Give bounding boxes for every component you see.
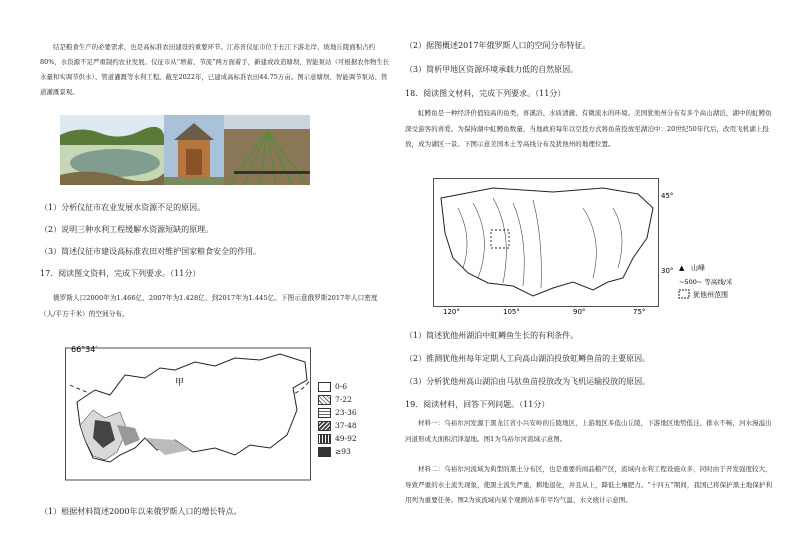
legend-label-0-6: 0-6 — [335, 382, 348, 391]
pond-photo — [60, 115, 164, 185]
q18-sub3: （3）分析犹他州高山湖泊由马驮鱼苗投放改为飞机运输投放的原因。 — [405, 377, 651, 386]
legend-swatch-49-92 — [318, 434, 331, 444]
legend-label-93-plus: ≥93 — [335, 447, 351, 456]
map-latitude-label: 66°34′ — [71, 345, 98, 354]
legend-swatch-93-plus — [318, 447, 331, 457]
lon-75-label: 75° — [633, 308, 646, 314]
legend-utah-label: 犹他州范围 — [693, 291, 728, 299]
lon-120-label: 120° — [443, 308, 460, 314]
legend-label-49-92: 49-92 — [335, 434, 357, 443]
q18-heading: 18．阅读图文材料，完成下列要求。（11分） — [405, 89, 566, 98]
q18-sub1: （1）简述犹他州湖泊中虹鳟鱼生长的有利条件。 — [405, 331, 579, 340]
q17-sub1: （1）根据材料简述2000年以来俄罗斯人口的增长特点。 — [40, 507, 242, 516]
q18-sub2: （2）推测犹他州每年定期人工向高山湖泊投放虹鳟鱼苗的主要原因。 — [405, 354, 651, 363]
q16-sub1: （1）分析仪征市农业发展水资源不足的原因。 — [40, 203, 206, 212]
utah-legend-swatch — [679, 290, 689, 298]
legend-swatch-23-36 — [318, 408, 331, 418]
legend-label-7-22: 7-22 — [335, 395, 352, 404]
pipe-irrigation-photo — [224, 115, 310, 185]
lat-45-label: 45° — [661, 192, 674, 200]
legend-swatch-7-22 — [318, 395, 331, 405]
q17-heading: 17．阅读图文资料，完成下列要求。（11分） — [40, 269, 201, 278]
lon-105-label: 105° — [503, 308, 520, 314]
peak-icon: ▲ — [679, 264, 685, 272]
population-density-legend — [318, 380, 357, 458]
legend-swatch-37-48 — [318, 421, 331, 431]
legend-swatch-0-6 — [318, 382, 331, 392]
right-column — [405, 0, 775, 560]
q17-paragraph: 俄罗斯人口2000年为1.466亿，2007年为1.428亿，到2017年为1.445亿。下图示意俄罗斯2017年人口密度（人/平方千米）的空间分布。 — [40, 294, 378, 318]
map-point-jia: 甲 — [175, 378, 185, 388]
q19-material1: 材料一：乌裕尔河发源于黑龙江省小兴安岭的丘陵地区，上游地区多低山丘陵，下游地区地势低洼，排水不畅，河水漫溢出河道形成大面积沼泽湿地。图1为乌裕尔河流域示意图。 — [405, 419, 772, 443]
q16-sub2: （2）说明三种水利工程缓解水资源短缺的原理。 — [40, 225, 214, 234]
legend-peak-label: 山峰 — [691, 264, 705, 272]
legend-label-23-36: 23-36 — [335, 408, 357, 417]
lon-90-label: 90° — [573, 308, 586, 314]
q16-sub3: （3）简述仪征市建设高标准农田对维护国家粮食安全的作用。 — [40, 247, 262, 256]
q17-sub2: （2）据图概述2017年俄罗斯人口的空间分布特征。 — [405, 41, 591, 50]
lat-30-label: 30° — [661, 267, 674, 275]
q19-heading: 19．阅读材料，回答下列问题。（11分） — [405, 400, 550, 409]
us-contour-map — [433, 178, 763, 314]
q17-sub3: （3）简析甲地区资源环境承载力低的自然原因。 — [405, 65, 579, 74]
legend-label-37-48: 37-48 — [335, 421, 357, 430]
intro-paragraph: 结是粮食生产的必要需求，也是高标准农田建设的重要环节。江苏省仪征市位于长江下游北岸，坡地丘陵面积占约80%，水资源不足严重制约农业发展。仪征市从“增蓄、节流”两方面着手，新建或改造塘坝、智能泵站（可根据农作物生长水量和实调节供水）、管道灌溉等水利工程。截至2022年，已建成高标准农田44.75万亩。图示意塘坝、智能调节泵站、管道灌溉景观。 — [40, 43, 390, 96]
legend-contour-label: ~500~ 等高线/米 — [679, 278, 733, 286]
q18-paragraph: 虹鳟鱼是一种经济价值较高的鱼类，喜溪浴、水质清澈、有微流水的环境。美国犹他州分布有多个高山湖泊，湖中的虹鳟鱼深受游客的喜爱。为保持湖中虹鳟鱼数量，当地政府每年以空投方式将鱼苗投放至湖泊中：20世纪50年代后，改用飞机湖上投放，成为湖区一景。下图示意美国本土等高线分布及犹他州的地理位置。 — [405, 109, 772, 148]
q19-material2: 材料二：乌裕尔河流域为典型的黑土分布区，也是重要的商品粮产区，流域内水利工程设施众多，同时由于开发强度较大，导致严重的水土流失现象，使黑土流失严重，耕地退化，并且从上，降低土壤肥力。“十四五”期间，我国已将保护黑土地保护利用列为重要任务。图2为该流域内某个观测站多年平均气温、水文统计示意图。 — [405, 465, 772, 504]
irrigation-photos — [60, 115, 310, 185]
left-column — [40, 0, 410, 560]
pump-station-photo — [164, 115, 224, 185]
